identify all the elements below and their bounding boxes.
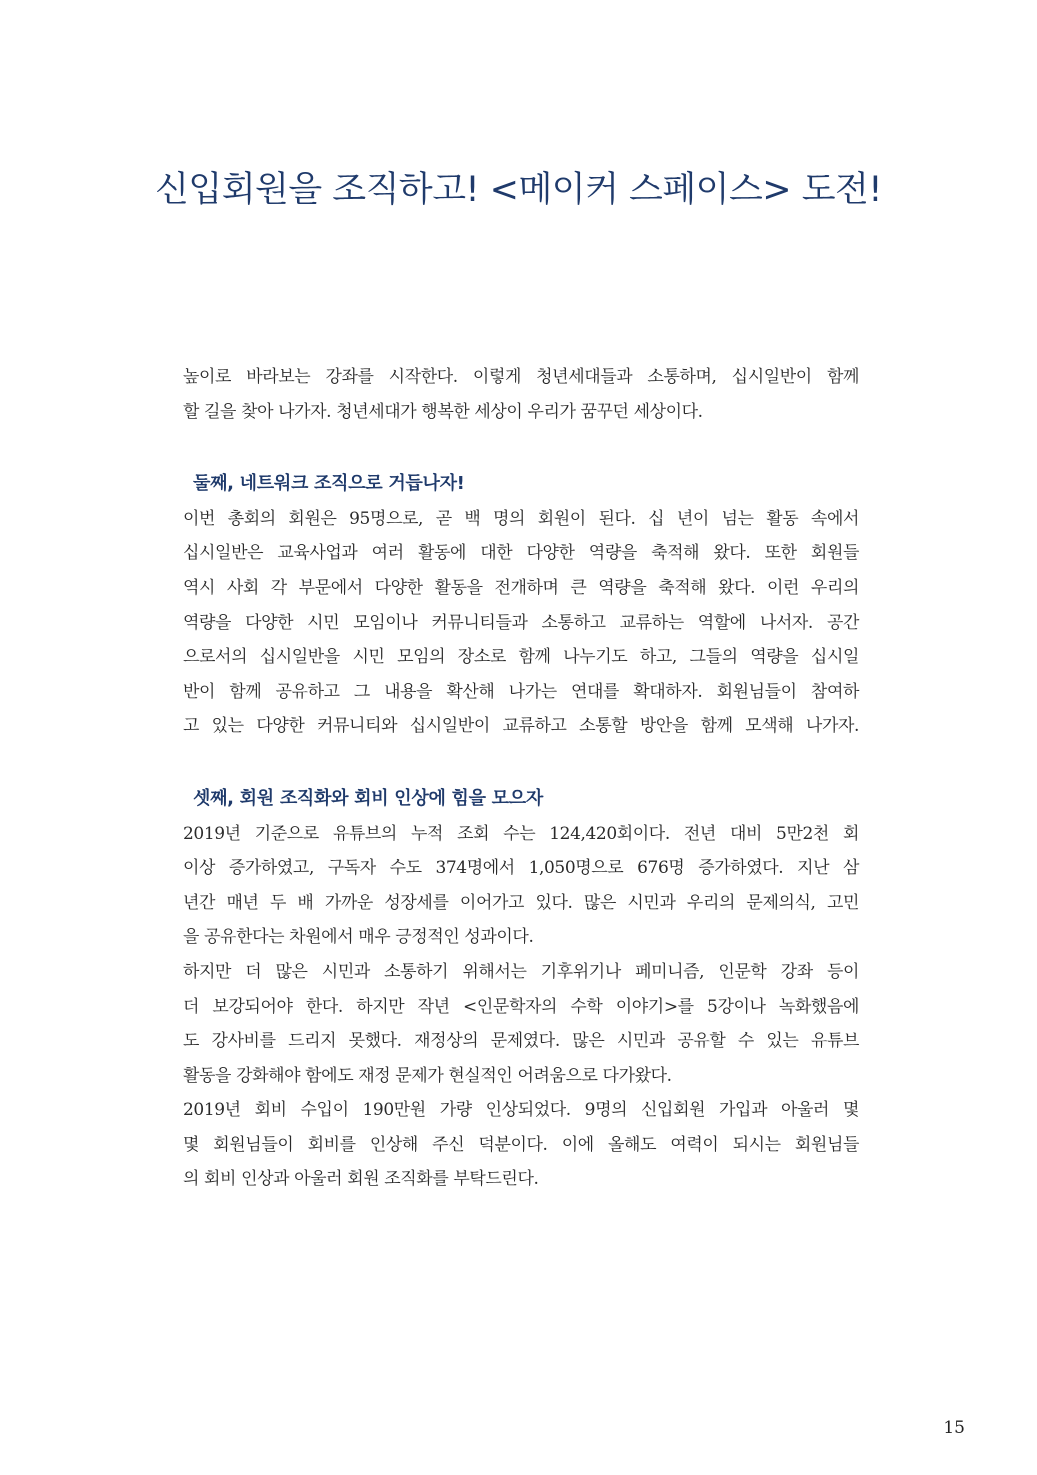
text-line: 몇 회원님들이 회비를 인상해 주신 덕분이다. 이에 올해도 여력이 되시는 회원님들 <box>183 1134 859 1155</box>
text-line: 높이로 바라보는 강좌를 시작한다. 이렇게 청년세대들과 소통하며, 십시일반이 함께 <box>183 367 859 387</box>
text-line: 2019년 기준으로 유튜브의 누적 조회 수는 124,420회이다. 전년 대비 5만2천 회 <box>183 823 859 844</box>
text-line: 고 있는 다양한 커뮤니티와 십시일반이 교류하고 소통할 방안을 함께 모색해 나가자. <box>183 716 859 737</box>
text-line: 도 강사비를 드리지 못했다. 재정상의 문제였다. 많은 시민과 공유할 수 있는 유튜브 <box>183 1031 859 1052</box>
text-line: 활동을 강화해야 함에도 재정 문제가 현실적인 어려움으로 다가왔다. <box>183 1065 672 1086</box>
section3-paragraph-3 <box>183 1093 859 1197</box>
text-line: 할 길을 찾아 나가자. 청년세대가 행복한 세상이 우리가 꿈꾸던 세상이다. <box>183 401 703 422</box>
page-title: 신입회원을 조직하고! <메이커 스페이스> 도전! <box>155 170 882 210</box>
text-line: 으로서의 십시일반을 시민 모임의 장소로 함께 나누기도 하고, 그들의 역량을 십시일 <box>183 647 859 668</box>
section-heading-2: 둘째, 네트워크 조직으로 거듭나자! <box>193 473 465 495</box>
text-line: 하지만 더 많은 시민과 소통하기 위해서는 기후위기나 페미니즘, 인문학 강좌 등이 <box>183 961 859 982</box>
section2-paragraph <box>183 502 859 744</box>
intro-paragraph <box>183 360 859 429</box>
text-line: 역시 사회 각 부문에서 다양한 활동을 전개하며 큰 역량을 축적해 왔다. 이런 우리의 <box>183 577 859 598</box>
text-line: 더 보강되어야 한다. 하지만 작년 <인문학자의 수학 이야기>를 5강이나 녹화했음에 <box>183 996 859 1017</box>
text-line: 이번 총회의 회원은 95명으로, 곧 백 명의 회원이 된다. 십 년이 넘는 활동 속에서 <box>183 508 859 529</box>
section3-paragraph-2 <box>183 955 859 1093</box>
text-line: 반이 함께 공유하고 그 내용을 확산해 나가는 연대를 확대하자. 회원님들이 참여하 <box>183 681 859 702</box>
text-line: 십시일반은 교육사업과 여러 활동에 대한 다양한 역량을 축적해 왔다. 또한 회원들 <box>183 543 859 564</box>
page-number: 15 <box>943 1418 965 1438</box>
section3-paragraph-1 <box>183 817 859 955</box>
text-line: 년간 매년 두 배 가까운 성장세를 이어가고 있다. 많은 시민과 우리의 문제의식, 고민 <box>183 892 859 913</box>
text-line: 의 회비 인상과 아울러 회원 조직화를 부탁드린다. <box>183 1169 539 1190</box>
text-line: 을 공유한다는 차원에서 매우 긍정적인 성과이다. <box>183 927 534 948</box>
document-body <box>183 360 859 1197</box>
text-line: 역량을 다양한 시민 모임이나 커뮤니티들과 소통하고 교류하는 역할에 나서자. 공간 <box>183 612 859 633</box>
section-heading-3: 셋째, 회원 조직화와 회비 인상에 힘을 모으자 <box>193 787 543 809</box>
text-line: 2019년 회비 수입이 190만원 가량 인상되었다. 9명의 신입회원 가입과 아울러 몇 <box>183 1100 859 1121</box>
text-line: 이상 증가하였고, 구독자 수도 374명에서 1,050명으로 676명 증가하였다. 지난 삼 <box>183 858 859 879</box>
